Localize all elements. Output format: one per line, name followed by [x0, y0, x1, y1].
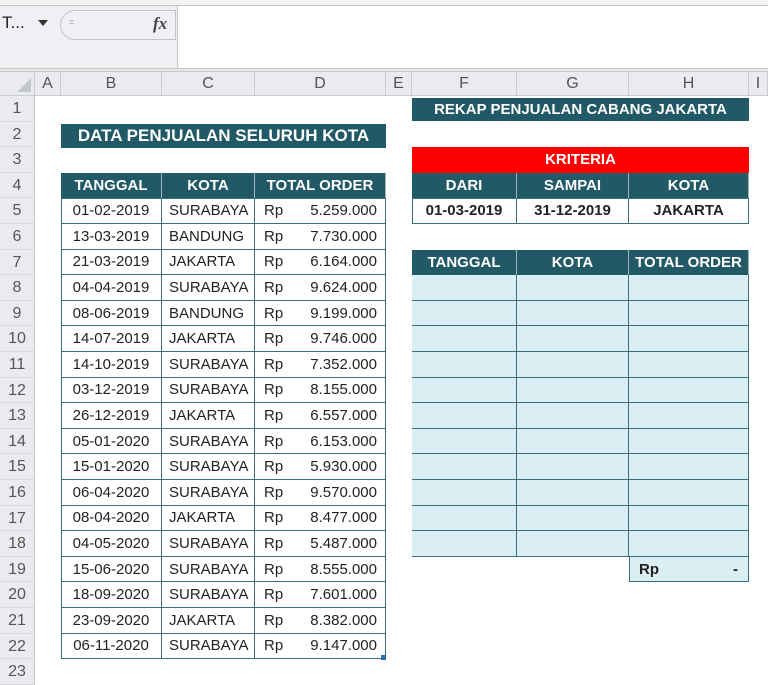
currency-label: Rp — [264, 509, 284, 527]
cell-tanggal[interactable]: 13-03-2019 — [61, 224, 162, 250]
amount-value: 8.382.000 — [310, 611, 377, 629]
result-cell[interactable] — [517, 352, 629, 378]
column-header-i[interactable]: I — [749, 72, 768, 96]
cell-tanggal[interactable]: 06-04-2020 — [61, 480, 162, 506]
row-header-4[interactable]: 4 — [0, 173, 35, 199]
amount-value: 8.155.000 — [310, 381, 377, 399]
result-cell[interactable] — [412, 326, 517, 352]
amount-value: 9.147.000 — [310, 637, 377, 655]
cell-total-order[interactable] — [255, 301, 386, 327]
cell-kota[interactable]: BANDUNG — [162, 224, 255, 250]
cell-total-order[interactable] — [255, 275, 386, 301]
result-cell[interactable] — [629, 506, 749, 532]
cell-tanggal[interactable]: 15-06-2020 — [61, 557, 162, 583]
result-header-kota[interactable]: KOTA — [517, 250, 629, 276]
result-cell[interactable] — [517, 301, 629, 327]
result-cell[interactable] — [517, 454, 629, 480]
cell-tanggal[interactable]: 21-03-2019 — [61, 250, 162, 276]
currency-label: Rp — [264, 560, 284, 578]
column-header-c[interactable]: C — [162, 72, 255, 96]
column-header-b[interactable]: B — [61, 72, 162, 96]
left-table-title: DATA PENJUALAN SELURUH KOTA — [61, 124, 386, 148]
cell-kota[interactable]: SURABAYA — [162, 275, 255, 301]
cell-total-order[interactable] — [255, 506, 386, 532]
insert-function-icon[interactable]: fx — [153, 14, 168, 33]
cell-tanggal[interactable]: 01-02-2019 — [61, 198, 162, 224]
currency-label: Rp — [264, 381, 284, 399]
result-cell[interactable] — [629, 326, 749, 352]
amount-value: 7.601.000 — [310, 586, 377, 604]
cell-total-order[interactable] — [255, 531, 386, 557]
cell-tanggal[interactable]: 08-04-2020 — [61, 506, 162, 532]
cell-total-order[interactable] — [255, 378, 386, 404]
cell-kota[interactable]: SURABAYA — [162, 582, 255, 608]
left-header-total[interactable]: TOTAL ORDER — [255, 173, 386, 199]
amount-value: 5.259.000 — [310, 202, 377, 220]
result-cell[interactable] — [629, 352, 749, 378]
total-value: - — [733, 560, 738, 578]
cell-tanggal[interactable]: 08-06-2019 — [61, 301, 162, 327]
amount-value: 9.746.000 — [310, 330, 377, 348]
cell-kota[interactable]: SURABAYA — [162, 531, 255, 557]
select-all-icon — [17, 78, 31, 92]
result-cell[interactable] — [412, 352, 517, 378]
cell-total-order[interactable] — [255, 480, 386, 506]
row-header-17[interactable]: 17 — [0, 506, 35, 532]
cell-kota[interactable]: SURABAYA — [162, 454, 255, 480]
criteria-header-dari[interactable]: DARI — [412, 173, 517, 199]
column-header-g[interactable]: G — [517, 72, 629, 96]
result-cell[interactable] — [517, 326, 629, 352]
cell-tanggal[interactable]: 23-09-2020 — [61, 608, 162, 634]
formula-input[interactable] — [178, 6, 768, 68]
formula-bar — [0, 6, 768, 68]
cell-kota[interactable]: JAKARTA — [162, 403, 255, 429]
chevron-down-icon[interactable] — [38, 20, 48, 26]
result-cell[interactable] — [517, 506, 629, 532]
amount-value: 7.730.000 — [310, 227, 377, 245]
cell-kota[interactable]: JAKARTA — [162, 326, 255, 352]
row-header-6[interactable]: 6 — [0, 224, 35, 250]
select-all-button[interactable] — [0, 72, 35, 96]
cell-total-order[interactable] — [255, 608, 386, 634]
result-cell[interactable] — [412, 480, 517, 506]
result-cell[interactable] — [517, 480, 629, 506]
cell-tanggal[interactable]: 18-09-2020 — [61, 582, 162, 608]
result-cell[interactable] — [629, 429, 749, 455]
cell-tanggal[interactable]: 15-01-2020 — [61, 454, 162, 480]
right-panel-title: REKAP PENJUALAN CABANG JAKARTA — [412, 98, 749, 121]
row-header-22[interactable]: 22 — [0, 634, 35, 660]
cell-total-order[interactable] — [255, 250, 386, 276]
row-header-23[interactable]: 23 — [0, 659, 35, 685]
criteria-value-kota[interactable]: JAKARTA — [629, 198, 749, 224]
row-header-2[interactable]: 2 — [0, 122, 35, 148]
amount-value: 9.199.000 — [310, 304, 377, 322]
cell-total-order[interactable] — [255, 224, 386, 250]
cell-kota[interactable]: SURABAYA — [162, 198, 255, 224]
cell-tanggal[interactable]: 03-12-2019 — [61, 378, 162, 404]
cell-total-order[interactable] — [255, 326, 386, 352]
row-header-19[interactable]: 19 — [0, 557, 35, 583]
cell-kota[interactable]: JAKARTA — [162, 250, 255, 276]
amount-value: 8.555.000 — [310, 560, 377, 578]
row-header-11[interactable]: 11 — [0, 352, 35, 378]
result-header-total-order[interactable]: TOTAL ORDER — [629, 250, 749, 276]
currency-label: Rp — [264, 611, 284, 629]
currency-label: Rp — [264, 534, 284, 552]
left-header-kota[interactable]: KOTA — [162, 173, 255, 199]
row-header-16[interactable]: 16 — [0, 480, 35, 506]
cell-total-order[interactable] — [255, 454, 386, 480]
cell-tanggal[interactable]: 04-04-2019 — [61, 275, 162, 301]
currency-label: Rp — [264, 458, 284, 476]
row-header-20[interactable]: 20 — [0, 582, 35, 608]
currency-label: Rp — [264, 637, 284, 655]
row-header-9[interactable]: 9 — [0, 301, 35, 327]
cell-tanggal[interactable]: 04-05-2020 — [61, 531, 162, 557]
name-box[interactable]: T... — [2, 13, 25, 32]
name-box-area — [0, 6, 178, 68]
left-header-tanggal[interactable]: TANGGAL — [61, 173, 162, 199]
row-header-21[interactable]: 21 — [0, 608, 35, 634]
result-cell[interactable] — [517, 429, 629, 455]
currency-label: Rp — [264, 432, 284, 450]
result-header-tanggal[interactable]: TANGGAL — [412, 250, 517, 276]
currency-label: Rp — [639, 560, 659, 578]
currency-label: Rp — [264, 202, 284, 220]
cell-kota[interactable]: SURABAYA — [162, 429, 255, 455]
row-header-3[interactable]: 3 — [0, 147, 35, 173]
currency-label: Rp — [264, 483, 284, 501]
currency-label: Rp — [264, 355, 284, 373]
result-cell[interactable] — [629, 480, 749, 506]
result-cell[interactable] — [412, 403, 517, 429]
result-cell[interactable] — [517, 403, 629, 429]
column-header-e[interactable]: E — [386, 72, 412, 96]
row-header-18[interactable]: 18 — [0, 531, 35, 557]
row-header-12[interactable]: 12 — [0, 378, 35, 404]
cell-total-order[interactable] — [255, 352, 386, 378]
cell-kota[interactable]: SURABAYA — [162, 378, 255, 404]
result-cell[interactable] — [629, 403, 749, 429]
result-cell[interactable] — [629, 378, 749, 404]
criteria-value-dari[interactable]: 01-03-2019 — [412, 198, 517, 224]
drag-handle-icon[interactable]: = — [69, 17, 75, 27]
amount-value: 5.487.000 — [310, 534, 377, 552]
amount-value: 6.153.000 — [310, 432, 377, 450]
result-cell[interactable] — [412, 275, 517, 301]
amount-value: 6.557.000 — [310, 406, 377, 424]
criteria-header-sampai[interactable]: SAMPAI — [517, 173, 629, 199]
cell-total-order[interactable] — [255, 582, 386, 608]
result-cell[interactable] — [629, 301, 749, 327]
cell-kota[interactable]: JAKARTA — [162, 506, 255, 532]
currency-label: Rp — [264, 304, 284, 322]
cell-kota[interactable]: SURABAYA — [162, 634, 255, 660]
currency-label: Rp — [264, 406, 284, 424]
cell-tanggal[interactable]: 14-10-2019 — [61, 352, 162, 378]
result-cell[interactable] — [629, 454, 749, 480]
amount-value: 7.352.000 — [310, 355, 377, 373]
cell-kota[interactable]: SURABAYA — [162, 480, 255, 506]
row-header-8[interactable]: 8 — [0, 275, 35, 301]
result-cell[interactable] — [412, 454, 517, 480]
cell-tanggal[interactable]: 05-01-2020 — [61, 429, 162, 455]
amount-value: 8.477.000 — [310, 509, 377, 527]
result-total-cell[interactable] — [629, 557, 749, 583]
result-cell[interactable] — [629, 531, 749, 557]
cell-kota[interactable]: BANDUNG — [162, 301, 255, 327]
result-cell[interactable] — [517, 275, 629, 301]
currency-label: Rp — [264, 227, 284, 245]
currency-label: Rp — [264, 586, 284, 604]
cell-total-order[interactable] — [255, 403, 386, 429]
cell-kota[interactable]: JAKARTA — [162, 608, 255, 634]
cell-tanggal[interactable]: 14-07-2019 — [61, 326, 162, 352]
row-header-15[interactable]: 15 — [0, 454, 35, 480]
cell-kota[interactable]: SURABAYA — [162, 352, 255, 378]
spreadsheet-grid — [0, 72, 768, 681]
criteria-header-kota[interactable]: KOTA — [629, 173, 749, 199]
column-header-d[interactable]: D — [255, 72, 386, 96]
row-header-7[interactable]: 7 — [0, 250, 35, 276]
amount-value: 9.570.000 — [310, 483, 377, 501]
result-cell[interactable] — [412, 301, 517, 327]
cell-tanggal[interactable]: 06-11-2020 — [61, 634, 162, 660]
amount-value: 6.164.000 — [310, 253, 377, 271]
column-header-f[interactable]: F — [412, 72, 517, 96]
cell-total-order[interactable] — [255, 198, 386, 224]
cell-tanggal[interactable]: 26-12-2019 — [61, 403, 162, 429]
cell-total-order[interactable] — [255, 634, 386, 660]
row-header-14[interactable]: 14 — [0, 429, 35, 455]
criteria-label: KRITERIA — [412, 147, 749, 173]
row-header-10[interactable]: 10 — [0, 326, 35, 352]
result-cell[interactable] — [412, 429, 517, 455]
row-header-13[interactable]: 13 — [0, 403, 35, 429]
row-header-1[interactable]: 1 — [0, 96, 35, 122]
currency-label: Rp — [264, 253, 284, 271]
criteria-value-sampai[interactable]: 31-12-2019 — [517, 198, 629, 224]
formula-buttons — [60, 10, 176, 40]
row-header-5[interactable]: 5 — [0, 198, 35, 224]
column-header-h[interactable]: H — [629, 72, 749, 96]
cell-kota[interactable]: SURABAYA — [162, 557, 255, 583]
result-cell[interactable] — [517, 378, 629, 404]
cell-total-order[interactable] — [255, 429, 386, 455]
currency-label: Rp — [264, 278, 284, 296]
result-cell[interactable] — [629, 275, 749, 301]
column-header-a[interactable]: A — [35, 72, 61, 96]
result-cell[interactable] — [517, 531, 629, 557]
amount-value: 9.624.000 — [310, 278, 377, 296]
fill-handle[interactable] — [381, 655, 386, 660]
result-cell[interactable] — [412, 531, 517, 557]
result-cell[interactable] — [412, 378, 517, 404]
cell-total-order[interactable] — [255, 557, 386, 583]
amount-value: 5.930.000 — [310, 458, 377, 476]
currency-label: Rp — [264, 330, 284, 348]
result-cell[interactable] — [412, 506, 517, 532]
